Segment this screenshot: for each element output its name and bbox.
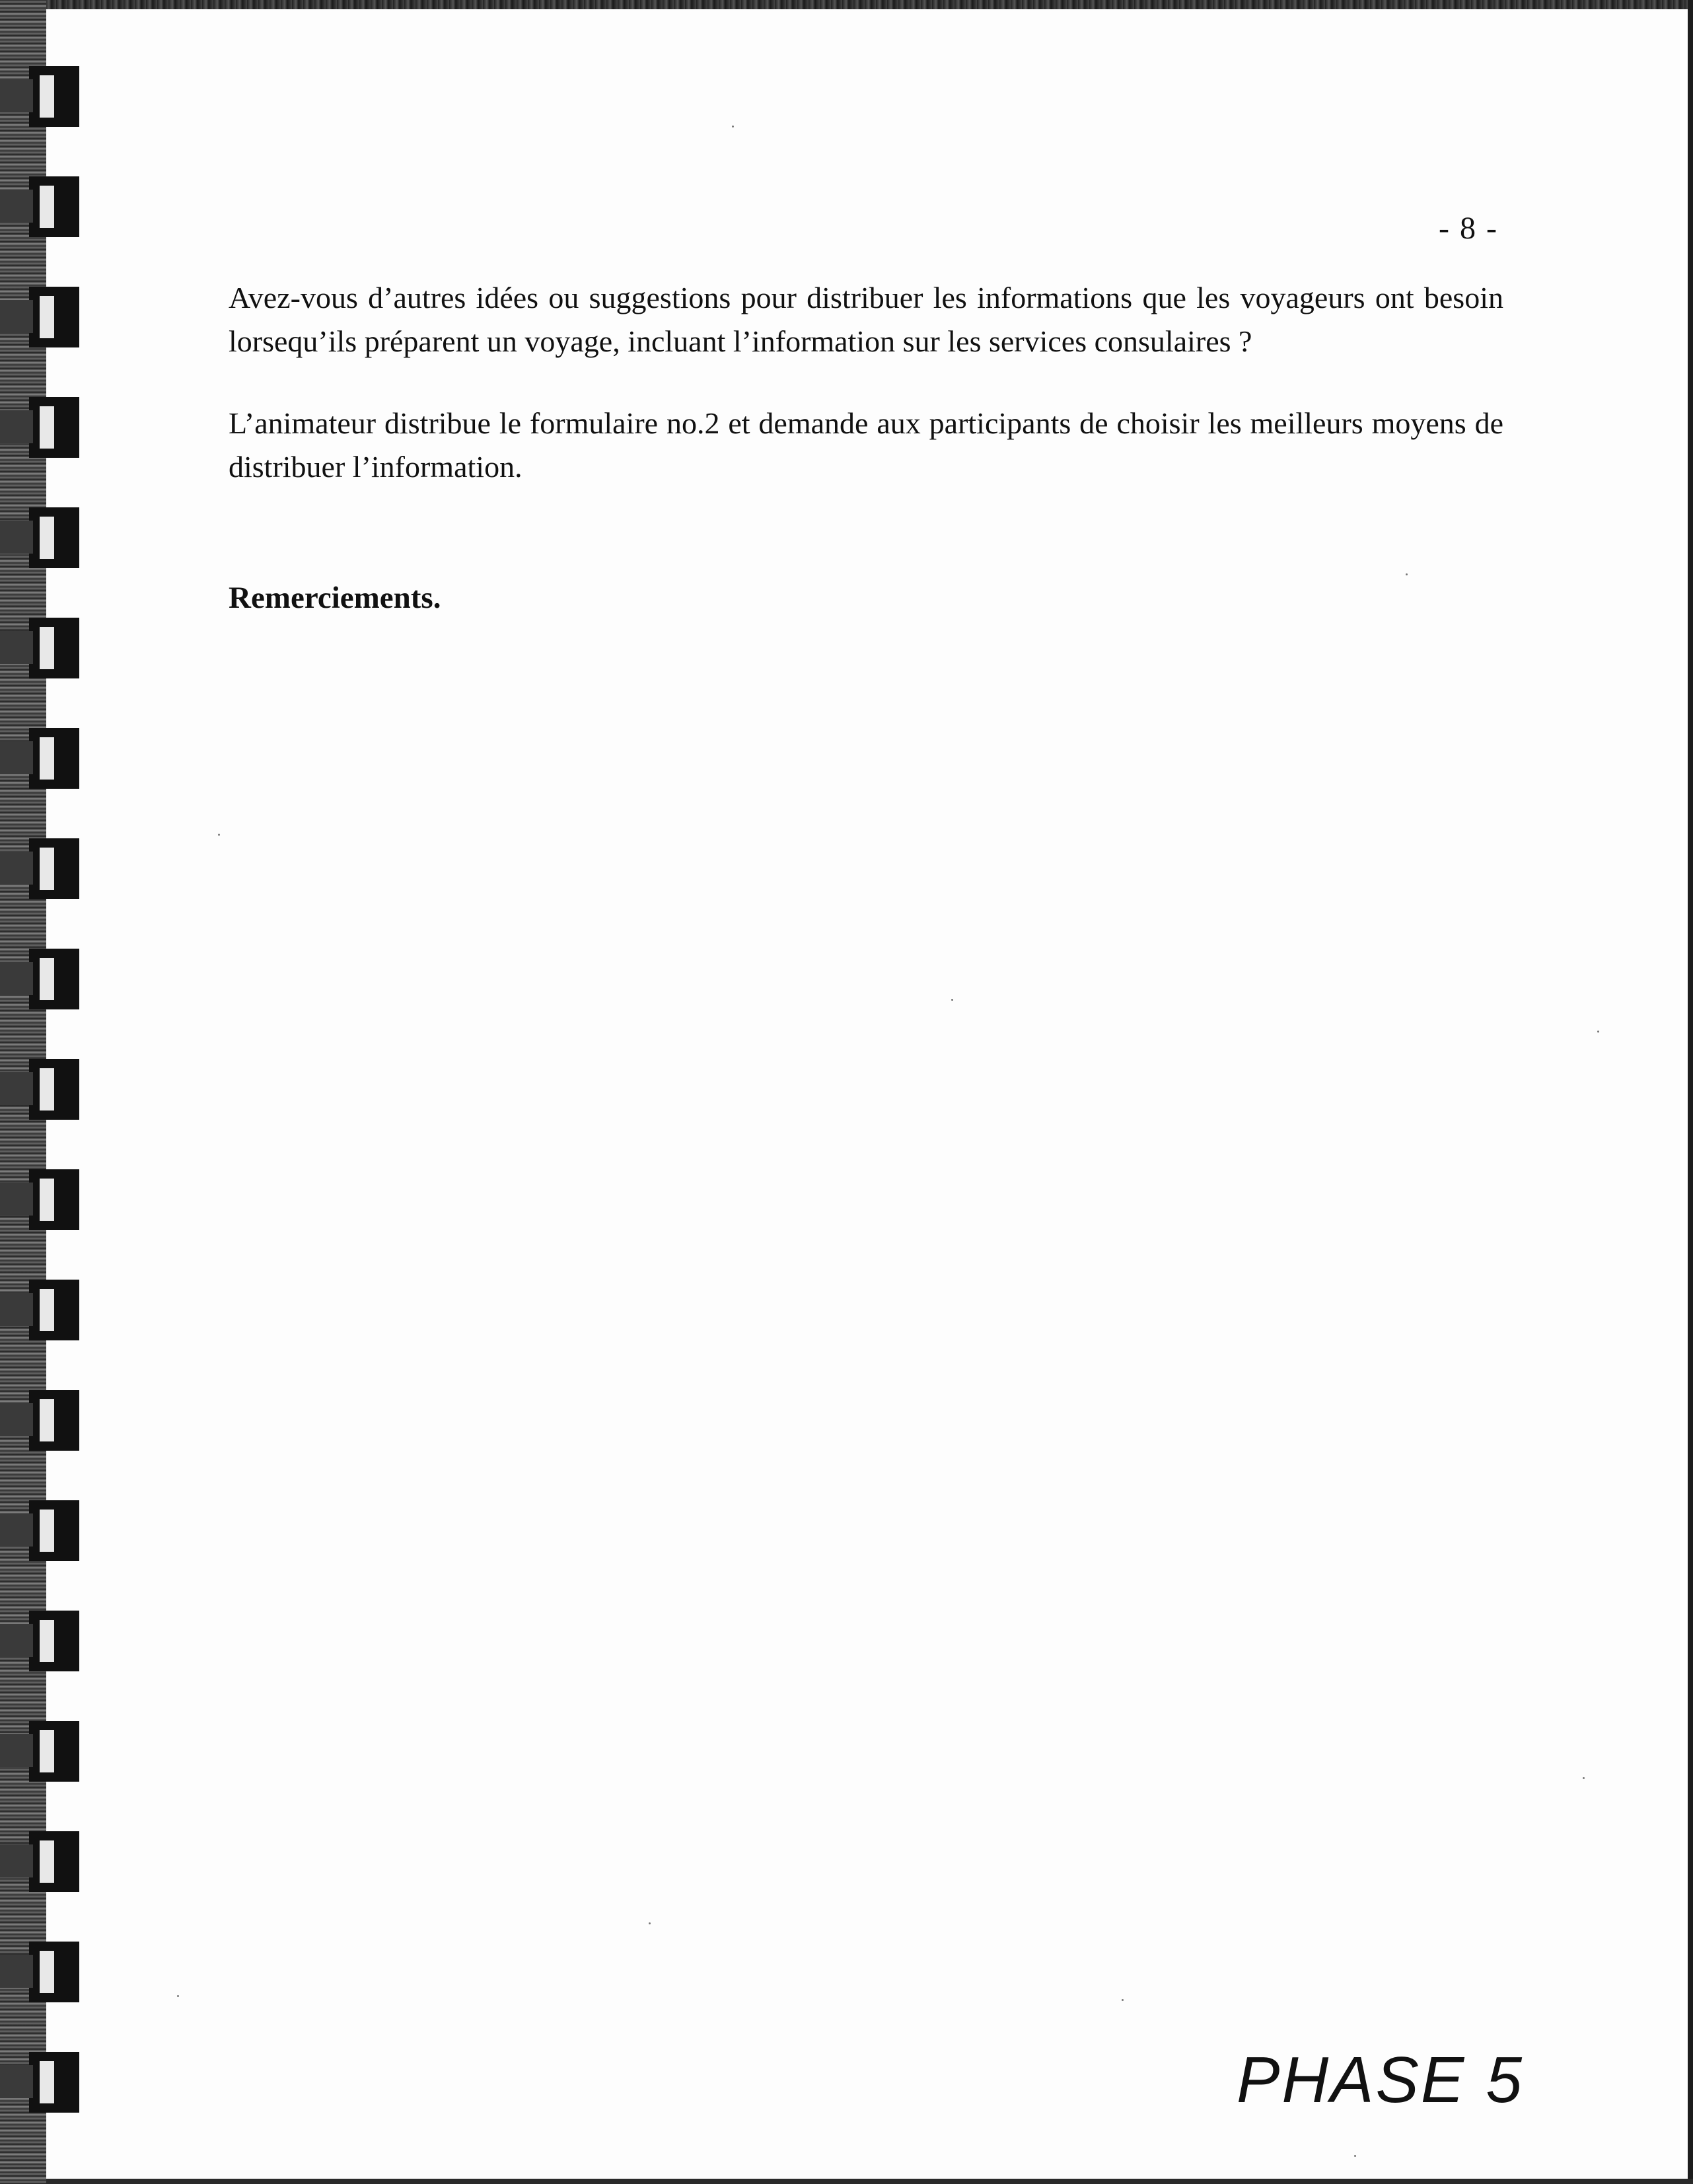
binding-clip [0, 1059, 79, 1120]
facilitator-instruction-paragraph: L’animateur distribue le formulaire no.2 et demande aux participants de choisir les meilleurs moyens de distribuer l’information. [229, 406, 1503, 484]
binding-clip [0, 949, 79, 1009]
question-paragraph: Avez-vous d’autres idées ou suggestions pour distribuer les informations que les voyageurs ont besoin lorsequ’ils préparent un voyage, incluant l’information sur les services consulaires ? [229, 281, 1503, 358]
top-scan-edge [0, 0, 1693, 9]
binding-clip [0, 397, 79, 458]
phase-label: PHASE 5 [1237, 2043, 1524, 2116]
scan-speck [177, 1995, 179, 1997]
scan-speck [1406, 573, 1408, 575]
binding-clip [0, 838, 79, 899]
binding-clip [0, 287, 79, 347]
scan-speck [732, 126, 734, 127]
binding-clip [0, 176, 79, 237]
closing-remark: Remerciements. [229, 581, 441, 615]
scan-speck [218, 834, 220, 836]
binding-clip [0, 66, 79, 127]
binding-clip [0, 1942, 79, 2002]
spiral-binding-rings [0, 0, 106, 2184]
scan-speck [1122, 1999, 1124, 2001]
page-number: - 8 - [1439, 211, 1498, 246]
binding-clip [0, 728, 79, 789]
binding-clip [0, 618, 79, 678]
binding-clip [0, 1611, 79, 1671]
binding-clip [0, 1721, 79, 1782]
scan-speck [1583, 1777, 1585, 1779]
bottom-scan-edge [0, 2179, 1693, 2184]
scan-speck [1597, 1031, 1599, 1033]
binding-clip [0, 2052, 79, 2113]
binding-clip [0, 1500, 79, 1561]
binding-clip [0, 1831, 79, 1892]
binding-clip [0, 507, 79, 568]
scan-speck [1354, 2155, 1356, 2157]
binding-clip [0, 1280, 79, 1340]
binding-clip [0, 1169, 79, 1230]
binding-clip [0, 1390, 79, 1451]
scan-speck [951, 999, 953, 1001]
right-scan-edge [1688, 0, 1693, 2184]
scan-speck [649, 1922, 651, 1924]
